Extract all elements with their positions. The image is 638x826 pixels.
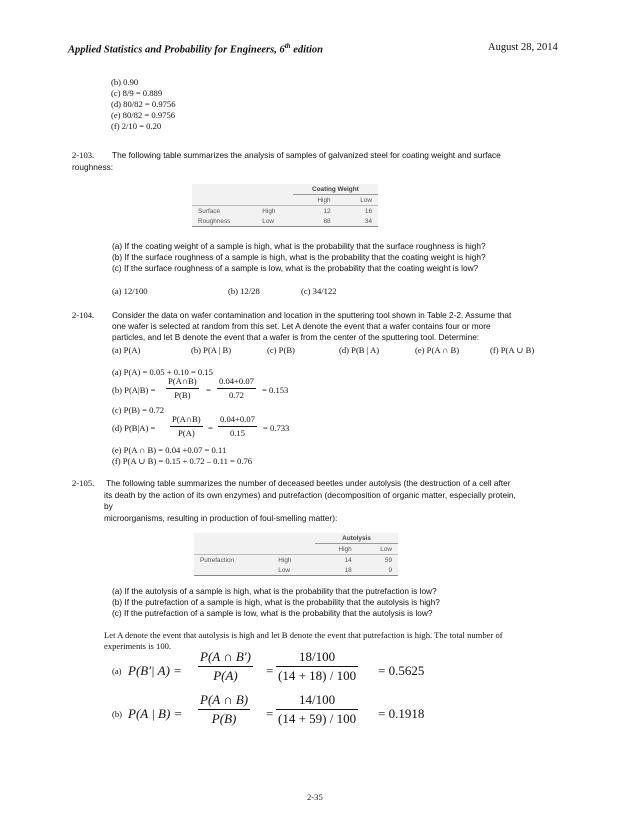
formula-lhs: P(A | B) =: [128, 706, 183, 721]
question: (c) If the putrefaction of a sample is low, what is the probability that the autolysis is low?: [112, 608, 433, 618]
equals-sign: =: [266, 663, 274, 678]
part-label: (b) P(A | B): [191, 345, 232, 355]
equals-sign: =: [266, 706, 274, 721]
result: = 0.1918: [378, 706, 425, 721]
solution-line: (f) P(A ∪ B) = 0.15 + 0.72 – 0.11 = 0.76: [112, 456, 253, 466]
solution-line: (a) P(A) = 0.05 + 0.10 = 0.15: [112, 367, 213, 377]
col-header-low: Low: [337, 195, 378, 206]
page-number: 2-35: [307, 792, 323, 802]
problem-text: microorganisms, resulting in production of foul-smelling matter):: [104, 513, 338, 523]
question: (b) If the surface roughness of a sample is high, what is the probability that the coating weight is high?: [112, 252, 486, 262]
problem-text: by: [104, 501, 113, 511]
row-label: Roughness: [192, 216, 256, 227]
result: = 0.733: [263, 423, 290, 433]
part-label: (c) P(B): [267, 345, 295, 355]
problem-text: The following table summarizes the number of deceased beetles under autolysis (the destruction of a cell after: [106, 478, 511, 488]
table-group-header: Autolysis: [315, 533, 398, 544]
solution-label: (b): [112, 709, 123, 719]
answer: (c) 34/122: [301, 286, 337, 296]
solution-label: (d) P(B|A) =: [112, 423, 156, 433]
prev-answer: (f) 2/10 = 0.20: [111, 121, 162, 131]
problem-text: one wafer is selected at random from this set. Let A denote the event that a wafer contains four or more: [112, 321, 491, 331]
intro-text: experiments is 100.: [104, 641, 172, 651]
problem-text: The following table summarizes the analysis of samples of galvanized steel for coating weight and surface: [112, 150, 501, 160]
result: = 0.5625: [378, 663, 425, 678]
prev-answer: (d) 80/82 = 0.9756: [111, 99, 176, 109]
table-cell: 14: [344, 556, 352, 564]
question: (c) If the surface roughness of a sample is low, what is the probability that the coating weight is low?: [112, 263, 479, 273]
part-label: (e) P(A ∩ B): [415, 345, 460, 355]
header-title: Applied Statistics and Probability for Engineers, 6th edition: [68, 42, 323, 56]
row-level: High: [262, 207, 276, 215]
problem-text: Consider the data on wafer contamination and location in the sputtering tool shown in Table 2-2. Assume that: [112, 310, 512, 320]
answer: (b) 12/28: [228, 286, 260, 296]
solution-line: (c) P(B) = 0.72: [112, 405, 165, 415]
table-cell: 12: [323, 207, 331, 215]
problem-text: roughness:: [72, 162, 114, 172]
row-level: High: [278, 556, 292, 564]
row-label: Surface: [198, 207, 221, 215]
fraction: $\frac{P(A \cap B')}{P(A)}$: [200, 649, 251, 683]
coating-weight-table: [192, 184, 378, 227]
answer: (a) 12/100: [112, 286, 148, 296]
equals-sign: =: [206, 385, 211, 395]
col-header-low: Low: [358, 544, 398, 555]
part-label: (d) P(B | A): [339, 345, 380, 355]
fraction: $\frac{P(A\cap B)}{P(A)}$: [172, 414, 201, 439]
table-cell: 18: [315, 565, 358, 576]
intro-text: Let A denote the event that autolysis is high and let B denote the event that putrefaction is high. The total number of: [104, 630, 503, 640]
equals-sign: =: [208, 423, 213, 433]
table-cell: 34: [337, 216, 378, 227]
fraction: $\frac{P(A\cap B)}{P(B)}$: [168, 376, 197, 401]
prev-answer: (c) 8/9 = 0.889: [111, 88, 163, 98]
part-label: (a) P(A): [112, 345, 141, 355]
problem-number: 2-103.: [72, 150, 95, 160]
header-date: August 28, 2014: [488, 42, 558, 53]
fraction: $\frac{0.04+0.07}{0.15}$: [220, 414, 255, 439]
question: (b) If the putrefaction of a sample is high, what is the probability that the autolysis is high?: [112, 597, 440, 607]
table-cell: 16: [364, 207, 372, 215]
col-header-high: High: [293, 195, 337, 206]
solution-line: (e) P(A ∩ B) = 0.04 +0.07 = 0.11: [112, 445, 227, 455]
prev-answer: (e) 80/82 = 0.9756: [111, 110, 176, 120]
solution-label: (a): [112, 666, 122, 676]
col-header-high: High: [315, 544, 358, 555]
problem-text: its death by the action of its own enzymes) and putrefaction (decomposition of organic matter, especially protein,: [104, 490, 516, 500]
table-cell: 9: [358, 565, 398, 576]
fraction: $\frac{0.04+0.07}{0.72}$: [219, 376, 254, 401]
problem-text: particles, and let B denote the event that a wafer is from the center of the sputtering tool. Determine:: [112, 332, 480, 342]
table-cell: 88: [293, 216, 337, 227]
problem-number: 2-105.: [72, 478, 95, 488]
fraction: $\frac{14/100}{(14 + 59) / 100}$: [278, 692, 357, 726]
result: = 0.153: [262, 385, 289, 395]
row-label: Putrefaction: [200, 556, 235, 564]
row-level: Low: [272, 565, 315, 576]
problem-number: 2-104.: [72, 310, 95, 320]
autolysis-table: [194, 533, 398, 576]
table-group-header: Coating Weight: [293, 184, 378, 195]
part-label: (f) P(A ∪ B): [490, 345, 535, 355]
question: (a) If the coating weight of a sample is high, what is the probability that the surface roughness is high?: [112, 241, 486, 251]
fraction: $\frac{P(A \cap B)}{P(B)}$: [200, 692, 249, 726]
question: (a) If the autolysis of a sample is high, what is the probability that the putrefaction is low?: [112, 586, 437, 596]
table-cell: 59: [384, 556, 392, 564]
row-level: Low: [256, 216, 292, 227]
fraction: $\frac{18/100}{(14 + 18) / 100}$: [278, 649, 357, 683]
solution-label: (b) P(A|B) =: [112, 385, 156, 395]
formula-lhs: P(B′| A) =: [128, 663, 182, 678]
prev-answer: (b) 0.90: [111, 77, 139, 87]
